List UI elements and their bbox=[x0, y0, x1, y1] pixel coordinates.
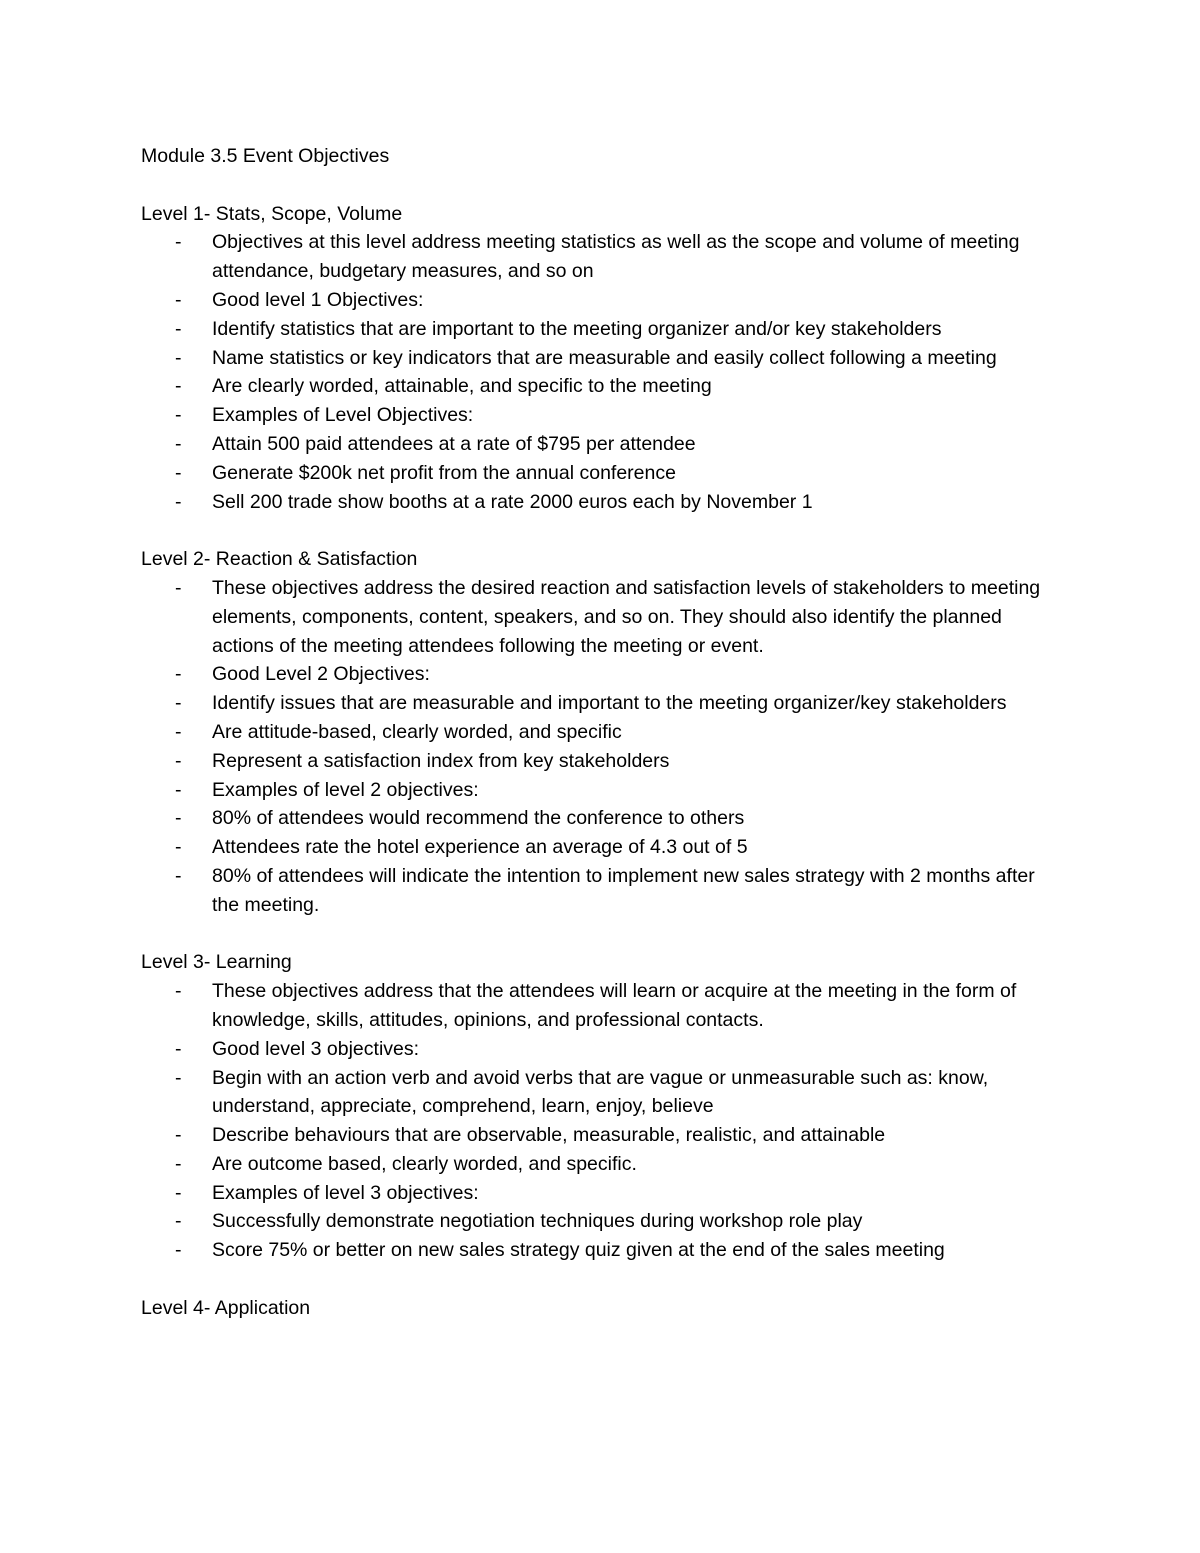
list-item bbox=[141, 977, 1061, 1035]
list-item-text: These objectives address the desired reaction and satisfaction levels of stakeholders to meeting elements, components, content, speakers, and so on. They should also identify the planned actions of the meeting attendees following the meeting or event. bbox=[212, 576, 1041, 657]
list-item-text: Good level 1 Objectives: bbox=[212, 288, 424, 311]
list-item-text: Attain 500 paid attendees at a rate of $795 per attendee bbox=[212, 432, 696, 455]
list-item-text: Represent a satisfaction index from key stakeholders bbox=[212, 749, 670, 772]
dash-bullet-icon: - bbox=[175, 778, 182, 801]
list-item-text: Are outcome based, clearly worded, and specific. bbox=[212, 1152, 637, 1175]
list-item-text: Sell 200 trade show booths at a rate 2000 euros each by November 1 bbox=[212, 490, 813, 513]
list-item-text: Successfully demonstrate negotiation techniques during workshop role play bbox=[212, 1210, 863, 1233]
list-item bbox=[141, 660, 1061, 689]
list-item-text: Identify statistics that are important to the meeting organizer and/or key stakeholders bbox=[212, 317, 942, 340]
dash-bullet-icon: - bbox=[175, 461, 182, 484]
dash-bullet-icon: - bbox=[175, 346, 182, 369]
list-item-text: Good level 3 objectives: bbox=[212, 1037, 420, 1060]
dash-bullet-icon: - bbox=[175, 749, 182, 772]
list-item-text: Describe behaviours that are observable, measurable, realistic, and attainable bbox=[212, 1124, 886, 1147]
section-level-4 bbox=[141, 1294, 1061, 1323]
list-item bbox=[141, 1179, 1061, 1208]
list-item-text: Score 75% or better on new sales strategy quiz given at the end of the sales meeting bbox=[212, 1239, 945, 1262]
list-item bbox=[141, 804, 1061, 833]
dash-bullet-icon: - bbox=[175, 1066, 182, 1089]
list-item bbox=[141, 862, 1061, 920]
list-item bbox=[141, 459, 1061, 488]
dash-bullet-icon: - bbox=[175, 720, 182, 743]
dash-bullet-icon: - bbox=[175, 663, 182, 686]
dash-bullet-icon: - bbox=[175, 288, 182, 311]
dash-bullet-icon: - bbox=[175, 1037, 182, 1060]
dash-bullet-icon: - bbox=[175, 692, 182, 715]
section-heading: Level 3- Learning bbox=[141, 951, 292, 974]
section-heading: Level 1- Stats, Scope, Volume bbox=[141, 202, 403, 225]
dash-bullet-icon: - bbox=[175, 1239, 182, 1262]
list-item bbox=[141, 1121, 1061, 1150]
list-item-text: Examples of level 2 objectives: bbox=[212, 778, 479, 801]
list-item bbox=[141, 1150, 1061, 1179]
bullet-list bbox=[141, 977, 1061, 1265]
dash-bullet-icon: - bbox=[175, 404, 182, 427]
dash-bullet-icon: - bbox=[175, 1124, 182, 1147]
list-item bbox=[141, 776, 1061, 805]
list-item-text: Name statistics or key indicators that are measurable and easily collect following a meeting bbox=[212, 346, 997, 369]
list-item-text: Objectives at this level address meeting statistics as well as the scope and volume of meeting attendance, budgetary measures, and so on bbox=[212, 231, 1020, 283]
list-item bbox=[141, 344, 1061, 373]
list-item-text: Attendees rate the hotel experience an average of 4.3 out of 5 bbox=[212, 836, 748, 859]
list-item-text: Generate $200k net profit from the annual conference bbox=[212, 461, 676, 484]
section-level-1 bbox=[141, 200, 1061, 517]
dash-bullet-icon: - bbox=[175, 432, 182, 455]
list-item bbox=[141, 1236, 1061, 1265]
section-heading: Level 4- Application bbox=[141, 1296, 311, 1319]
list-item bbox=[141, 689, 1061, 718]
list-item bbox=[141, 315, 1061, 344]
list-item bbox=[141, 718, 1061, 747]
list-item bbox=[141, 1064, 1061, 1122]
dash-bullet-icon: - bbox=[175, 1152, 182, 1175]
document-page bbox=[141, 142, 1061, 1351]
list-item-text: Identify issues that are measurable and important to the meeting organizer/key stakeholders bbox=[212, 692, 1007, 715]
dash-bullet-icon: - bbox=[175, 490, 182, 513]
dash-bullet-icon: - bbox=[175, 980, 182, 1003]
dash-bullet-icon: - bbox=[175, 576, 182, 599]
section-level-2 bbox=[141, 545, 1061, 919]
list-item-text: 80% of attendees will indicate the intention to implement new sales strategy with 2 months after the meeting. bbox=[212, 864, 1035, 916]
bullet-list bbox=[141, 228, 1061, 516]
list-item bbox=[141, 1035, 1061, 1064]
dash-bullet-icon: - bbox=[175, 1210, 182, 1233]
section-level-3 bbox=[141, 948, 1061, 1265]
list-item-text: These objectives address that the attendees will learn or acquire at the meeting in the form of knowledge, skills, attitudes, opinions, and professional contacts. bbox=[212, 980, 1017, 1031]
dash-bullet-icon: - bbox=[175, 864, 182, 887]
list-item-text: Are clearly worded, attainable, and specific to the meeting bbox=[212, 375, 712, 398]
list-item bbox=[141, 488, 1061, 517]
list-item bbox=[141, 574, 1061, 660]
dash-bullet-icon: - bbox=[175, 317, 182, 340]
dash-bullet-icon: - bbox=[175, 375, 182, 398]
dash-bullet-icon: - bbox=[175, 1181, 182, 1204]
list-item bbox=[141, 430, 1061, 459]
list-item-text: Good Level 2 Objectives: bbox=[212, 663, 430, 686]
list-item bbox=[141, 833, 1061, 862]
list-item-text: 80% of attendees would recommend the conference to others bbox=[212, 807, 745, 830]
list-item bbox=[141, 286, 1061, 315]
dash-bullet-icon: - bbox=[175, 836, 182, 859]
list-item bbox=[141, 401, 1061, 430]
section-heading: Level 2- Reaction & Satisfaction bbox=[141, 548, 418, 571]
list-item-text: Examples of level 3 objectives: bbox=[212, 1181, 479, 1204]
sections-container bbox=[141, 200, 1061, 1323]
list-item-text: Examples of Level Objectives: bbox=[212, 404, 474, 427]
list-item bbox=[141, 228, 1061, 286]
list-item bbox=[141, 372, 1061, 401]
dash-bullet-icon: - bbox=[175, 807, 182, 830]
list-item-text: Are attitude-based, clearly worded, and specific bbox=[212, 720, 622, 743]
bullet-list bbox=[141, 574, 1061, 920]
dash-bullet-icon: - bbox=[175, 231, 182, 254]
list-item-text: Begin with an action verb and avoid verbs that are vague or unmeasurable such as: know, understand, appreciate, comprehend, learn, enjoy, believe bbox=[212, 1066, 989, 1118]
document-title: Module 3.5 Event Objectives bbox=[141, 145, 390, 167]
list-item bbox=[141, 1207, 1061, 1236]
list-item bbox=[141, 747, 1061, 776]
